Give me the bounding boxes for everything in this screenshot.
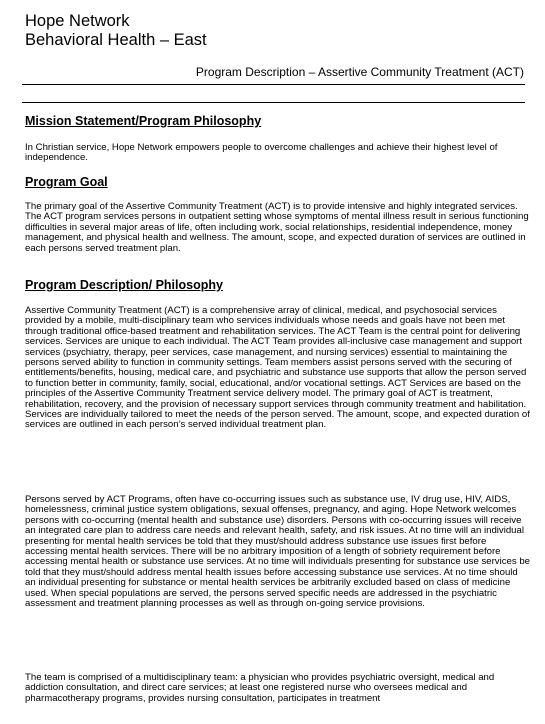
document-title: Program Description – Assertive Community Treatment (ACT) [195, 65, 524, 79]
goal-heading: Program Goal [25, 175, 108, 189]
organization-header [25, 12, 207, 50]
mission-heading: Mission Statement/Program Philosophy [25, 114, 262, 128]
description-paragraph-3: The team is comprised of a multidisciplinary team: a physician who provides psychiatric oversight, medical and addiction consultation, and direct care services; at least one registered nurse who oversees medical and pharmacotherapy programs, provides nursing consultation, participates in treatment [25, 672, 495, 704]
goal-text: The primary goal of the Assertive Community Treatment (ACT) is to provide intensive and highly integrated services. The ACT program services persons in outpatient setting whose symptoms of mental illness result in serious functioning difficulties in several major areas of life, often including work, social relationships, residential independence, money management, and physical health and wellness. The amount, scope, and expected duration of services are outlined in each persons served treatment plan. [25, 201, 529, 254]
description-heading: Program Description/ Philosophy [25, 278, 223, 292]
organization-division: Behavioral Health – East [25, 31, 207, 49]
mission-text: In Christian service, Hope Network empowers people to overcome challenges and achieve their highest level of independence. [25, 142, 498, 164]
description-paragraph-1: Assertive Community Treatment (ACT) is a comprehensive array of clinical, medical, and psychosocial services provided by a mobile, multi-disciplinary team who services individuals whose needs and goals have not been met through traditional office-based treatment and rehabilitation services. The ACT Team is the central point for delivering services. Services are unique to each individual. The ACT Team provides all-inclusive case management and support services (psychiatry, therapy, peer services, case management, and nursing services) essential to maintaining the persons served ability to function in community settings. Team members assist persons served with the securing of entitlements/benefits, housing, medical care, and psychiatric and substance use supports that allow the person served to function better in community, family, social, educational, and/or vocational settings. ACT Services are based on the principles of the Assertive Community Treatment service delivery model. The primary goal of ACT is treatment, rehabilitation, recovery, and the provision of necessary support services through community treatment and habilitation. Services are individually tailored to meet the needs of the person served. The amount, scope, and expected duration of services are outlined in each person’s served individual treatment plan. [25, 305, 530, 431]
header-rule [22, 84, 525, 85]
header-rule-lower [22, 102, 525, 103]
organization-name: Hope Network [25, 12, 130, 30]
description-paragraph-2: Persons served by ACT Programs, often have co-occurring issues such as substance use, IV drug use, HIV, AIDS, homelessness, criminal justice system obligations, sexual offenses, pregnancy, and aging. Hope Network welcomes persons with co-occurring (mental health and substance use) disorders. Persons with co-occurring issues will receive an integrated care plan to address care needs and relevant health, safety, and risk issues. At no time will an individual presenting for mental health services be told that they must/should address substance use issues first before accessing mental health services. There will be no arbitrary imposition of a length of sobriety requirement before accessing mental health or substance use services. At no time will individuals presenting for substance use services be told that they must/should address mental health issues before accessing substance use services. At no time should an individual presenting for substance or mental health services be arbitrarily excluded based on class of medicine used. When special populations are served, the persons served specific needs are addressed in the psychiatric assessment and treatment planning processes as well as through on-going service provisions. [25, 494, 530, 610]
